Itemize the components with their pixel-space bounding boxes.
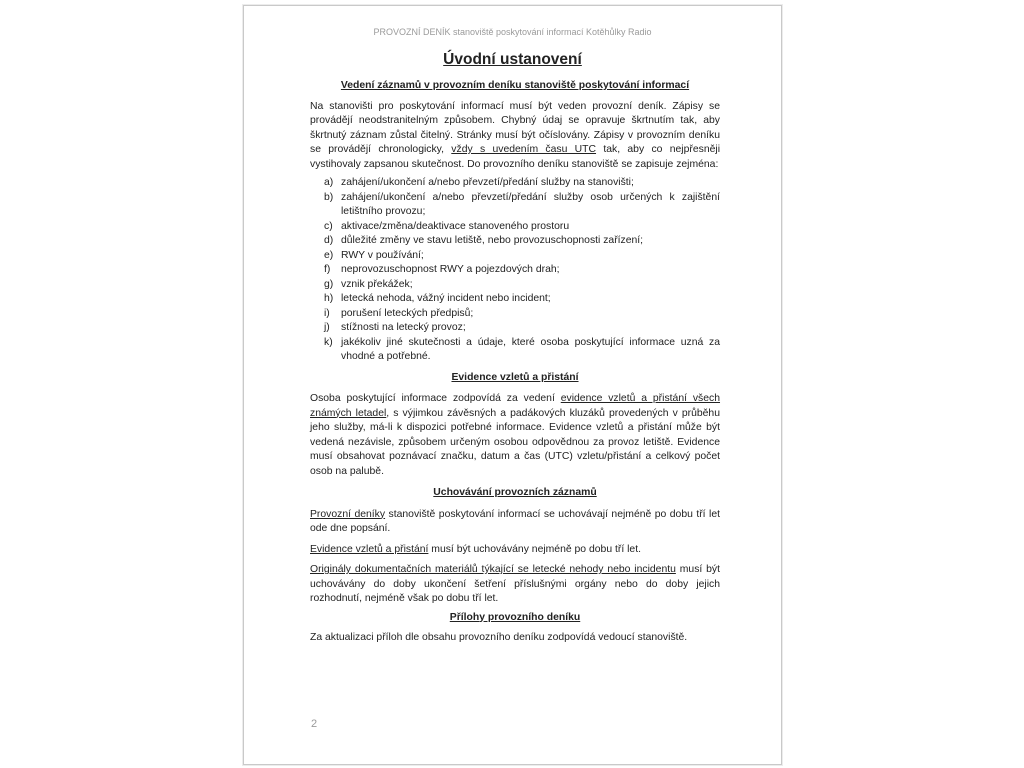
list-item	[310, 249, 720, 264]
list-item	[310, 234, 720, 249]
list-item-text: stížnosti na letecký provoz;	[341, 322, 466, 333]
list-item	[310, 336, 720, 365]
list-item-marker: j)	[324, 322, 330, 333]
list-item-marker: h)	[324, 293, 334, 304]
list-item-marker: a)	[324, 177, 334, 188]
list-item-marker: b)	[324, 191, 334, 203]
document-body	[310, 76, 720, 646]
list-item-text: neprovozuschopnost RWY a pojezdových drah;	[341, 264, 560, 275]
list-item	[310, 191, 720, 220]
list-item	[310, 176, 720, 191]
retention-paragraph-1: Provozní deníky stanoviště poskytování informací se uchovávají nejméně po dobu tří let ode dne popsání.	[310, 508, 720, 534]
section-heading-attachments: Přílohy provozního deníku	[449, 611, 581, 623]
list-item-text: RWY v používání;	[341, 249, 424, 261]
flights-paragraph: Osoba poskytující informace zodpovídá za vedení evidence vzletů a přistání všech známých letadel, s výjimkou závěsných a padákových kluzáků provedených v průběhu jeho služby, má-li k dispozici potřebné informace. Evidence vzletů a přistání může být vedená nezávisle, způsobem určeným osobou odpovědnou za provoz letiště. Evidence musí obsahovat poznávací značku, datum a čas (UTC) vzletu/přistání a celkový počet osob na palubě.	[310, 393, 721, 477]
list-item-marker: d)	[324, 235, 334, 246]
list-item-marker: k)	[324, 336, 333, 348]
list-item-text: vznik překážek;	[341, 278, 413, 290]
flights-emphasis: evidence vzletů a přistání všech známých letadel	[310, 393, 721, 419]
list-item-marker: e)	[324, 249, 334, 261]
list-item	[310, 292, 720, 307]
records-paragraph: Na stanovišti pro poskytování informací musí být veden provozní deník. Zápisy se provádějí neodstranitelným způsobem. Chybný údaj se opravuje škrtnutím tak, aby škrtnutý záznam zůstal čitelný. Stránky musí být očíslovány. Zápisy v provozním deníku se provádějí chronologicky, vždy s uvedením času UTC tak, aby co nejpřesněji vystihovaly zapsanou skutečnost. Do provozního deníku stanoviště se zapisuje zejména:	[310, 100, 720, 170]
list-item-text: důležité změny ve stavu letiště, nebo provozuschopnosti zařízení;	[341, 235, 644, 246]
list-item-text: zahájení/ukončení a/nebo převzetí/předání služby osob určených k zajištění letištního provozu;	[341, 191, 720, 217]
page-title: Úvodní ustanovení	[443, 51, 582, 68]
originals-emphasis: Originály dokumentačních materiálů týkající se letecké nehody nebo incidentu	[310, 564, 676, 575]
retention-paragraph-2: Evidence vzletů a přistání musí být uchovávány nejméně po dobu tří let.	[310, 543, 641, 555]
list-item	[310, 278, 720, 293]
list-item-text: letecká nehoda, vážný incident nebo incident;	[341, 293, 551, 304]
list-item-marker: i)	[324, 307, 330, 319]
list-item	[310, 220, 720, 235]
section-heading-records: Vedení záznamů v provozním deníku stanoviště poskytování informací	[340, 80, 690, 91]
attachments-paragraph: Za aktualizaci příloh dle obsahu provozního deníku zodpovídá vedoucí stanoviště.	[310, 632, 688, 643]
list-item-marker: g)	[324, 278, 334, 290]
list-item-text: porušení leteckých předpisů;	[341, 307, 474, 319]
list-item-marker: f)	[324, 264, 331, 275]
section-heading-flights: Evidence vzletů a přistání	[451, 371, 579, 383]
retention-paragraph-3: Originály dokumentačních materiálů týkající se letecké nehody nebo incidentu musí být uchovávány do doby ukončení šetření příslušnými orgány nebo do doby jejich rozhodnutí, nejméně však po dobu tří let.	[310, 564, 721, 604]
list-item	[310, 263, 720, 278]
logbooks-emphasis: Provozní deníky	[310, 508, 386, 520]
list-item-text: aktivace/změna/deaktivace stanoveného prostoru	[341, 220, 570, 232]
entry-list	[310, 176, 720, 365]
list-item-marker: c)	[324, 220, 333, 232]
list-item-text: zahájení/ukončení a/nebo převzetí/předání služby na stanovišti;	[341, 177, 634, 188]
page-number: 2	[311, 718, 318, 730]
list-item-text: jakékoliv jiné skutečnosti a údaje, které osoba poskytující informace uzná za vhodné a potřebné.	[341, 336, 720, 362]
section-heading-retention: Uchovávání provozních záznamů	[433, 487, 597, 498]
list-item	[310, 307, 720, 322]
running-header: PROVOZNÍ DENÍK stanoviště poskytování informací Kotěhůlky Radio	[373, 27, 652, 37]
document-page	[243, 5, 782, 765]
list-item	[310, 321, 720, 336]
utc-emphasis: vždy s uvedením času UTC	[451, 144, 597, 155]
flight-records-emphasis: Evidence vzletů a přistání	[310, 543, 429, 555]
